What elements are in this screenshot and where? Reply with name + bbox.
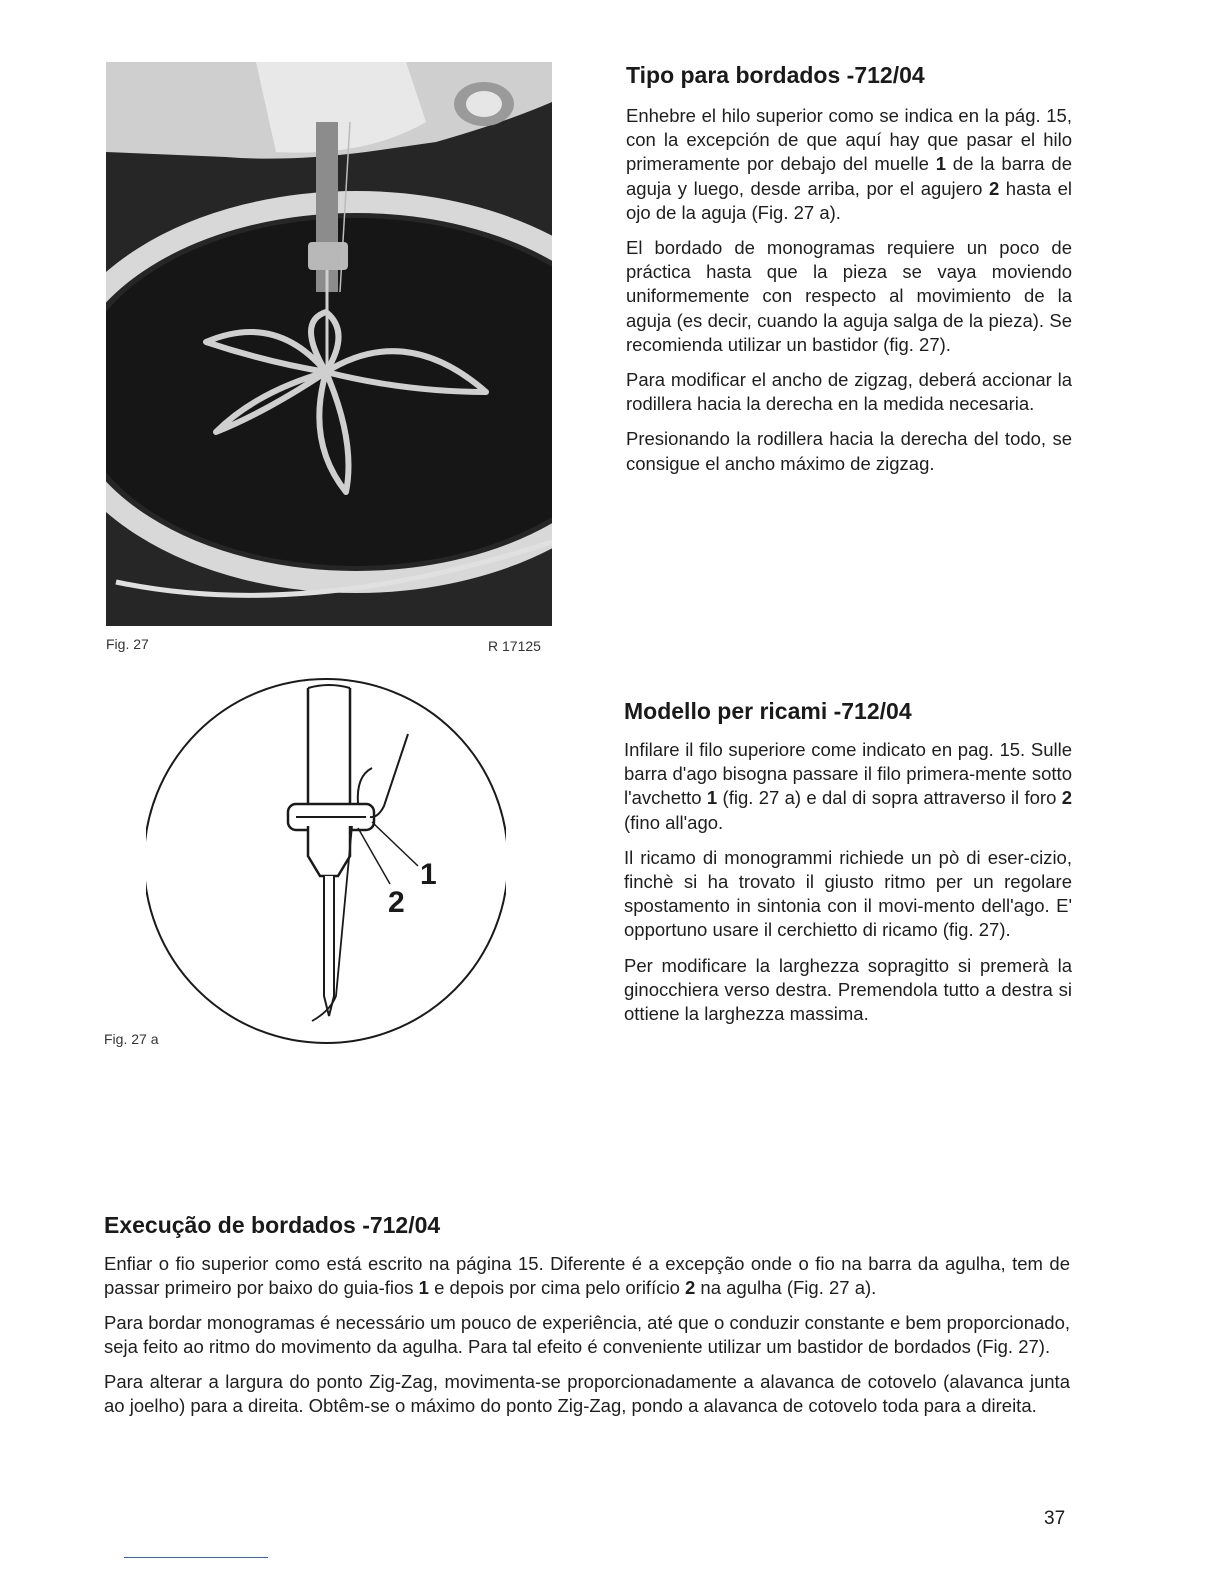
footer-rule (124, 1557, 268, 1558)
page-number: 37 (1044, 1508, 1066, 1529)
portuguese-paragraph-1: Enfiar o fio superior como está escrito na página 15. Diferente é a excepção onde o fio na barra da agulha, tem de passar primeiro por baixo do guia-fios 1 e depois por cima pelo orifício 2 na agulha (Fig. 27 a). (104, 1253, 1070, 1298)
fig27-caption: Fig. 27 (106, 636, 149, 652)
italian-paragraph-3: Per modificare la larghezza sopragitto si premerà la ginocchiera verso destra. Premendola tutto a destra si ottiene la larghezza massima. (624, 954, 1072, 1025)
embroidery-photo (106, 62, 552, 626)
spanish-paragraph-1: Enhebre el hilo superior como se indica en la pág. 15, con la excepción de que aquí hay que pasar el hilo primeramente por debajo del muelle 1 de la barra de aguja y luego, desde arriba, por el agujero 2 hasta el ojo de la aguja (Fig. 27 a). (626, 105, 1072, 223)
spanish-text (626, 104, 1072, 487)
portuguese-paragraph-3: Para alterar a largura do ponto Zig-Zag, movimenta-se proporcionadamente a alavanca de cotovelo (alavanca junta ao joelho) para a direita. Obtêm-se o máximo do ponto Zig-Zag, pondo a alavanca de cotovelo toda para a direita. (104, 1371, 1070, 1416)
callout-2: 2 (388, 886, 405, 919)
portuguese-heading: Execução de bordados -712/04 (104, 1212, 441, 1238)
fig27-reference: R 17125 (488, 638, 541, 654)
spanish-paragraph-3: Para modificar el ancho de zigzag, deberá accionar la rodillera hacia la derecha en la medida necesaria. (626, 369, 1072, 415)
fig27a-caption: Fig. 27 a (104, 1031, 159, 1047)
spanish-paragraph-2: El bordado de monogramas requiere un poco de práctica hasta que la pieza se vaya moviendo uniformemente con respecto al movimiento de la aguja (es decir, cuando la aguja salga de la pieza). Se recomienda utilizar un bastidor (fig. 27). (626, 237, 1072, 355)
italian-paragraph-1: Infilare il filo superiore come indicato en pag. 15. Sulle barra d'ago bisogna passare il filo primera-mente sotto l'avchetto 1 (fig. 27 a) e dal di sopra attraverso il foro 2 (fino all'ago. (624, 739, 1072, 833)
callout-1: 1 (420, 858, 437, 891)
needle-threading-diagram (146, 676, 506, 1046)
spanish-paragraph-4: Presionando la rodillera hacia la derecha del todo, se consigue el ancho máximo de zigzag. (626, 428, 1072, 474)
italian-text (624, 738, 1072, 1037)
italian-heading: Modello per ricami -712/04 (624, 698, 912, 724)
italian-paragraph-2: Il ricamo di monogrammi richiede un pò di eser-cizio, finchè si ha trovato il giusto ritmo per un regolare spostamento in sintonia con il movi-mento dell'ago. E' opportuno usare il cerchietto di ricamo (fig. 27). (624, 846, 1072, 941)
portuguese-paragraph-2: Para bordar monogramas é necessário um pouco de experiência, até que o conduzir constante e bem proporcionado, seja feito ao ritmo do movimento da agulha. Para tal efeito é conveniente utilizar um bastidor de bordados (Fig. 27). (104, 1312, 1070, 1357)
embroidery-photo-drawing (106, 62, 552, 626)
spanish-heading: Tipo para bordados -712/04 (626, 62, 925, 88)
portuguese-text (104, 1252, 1070, 1429)
